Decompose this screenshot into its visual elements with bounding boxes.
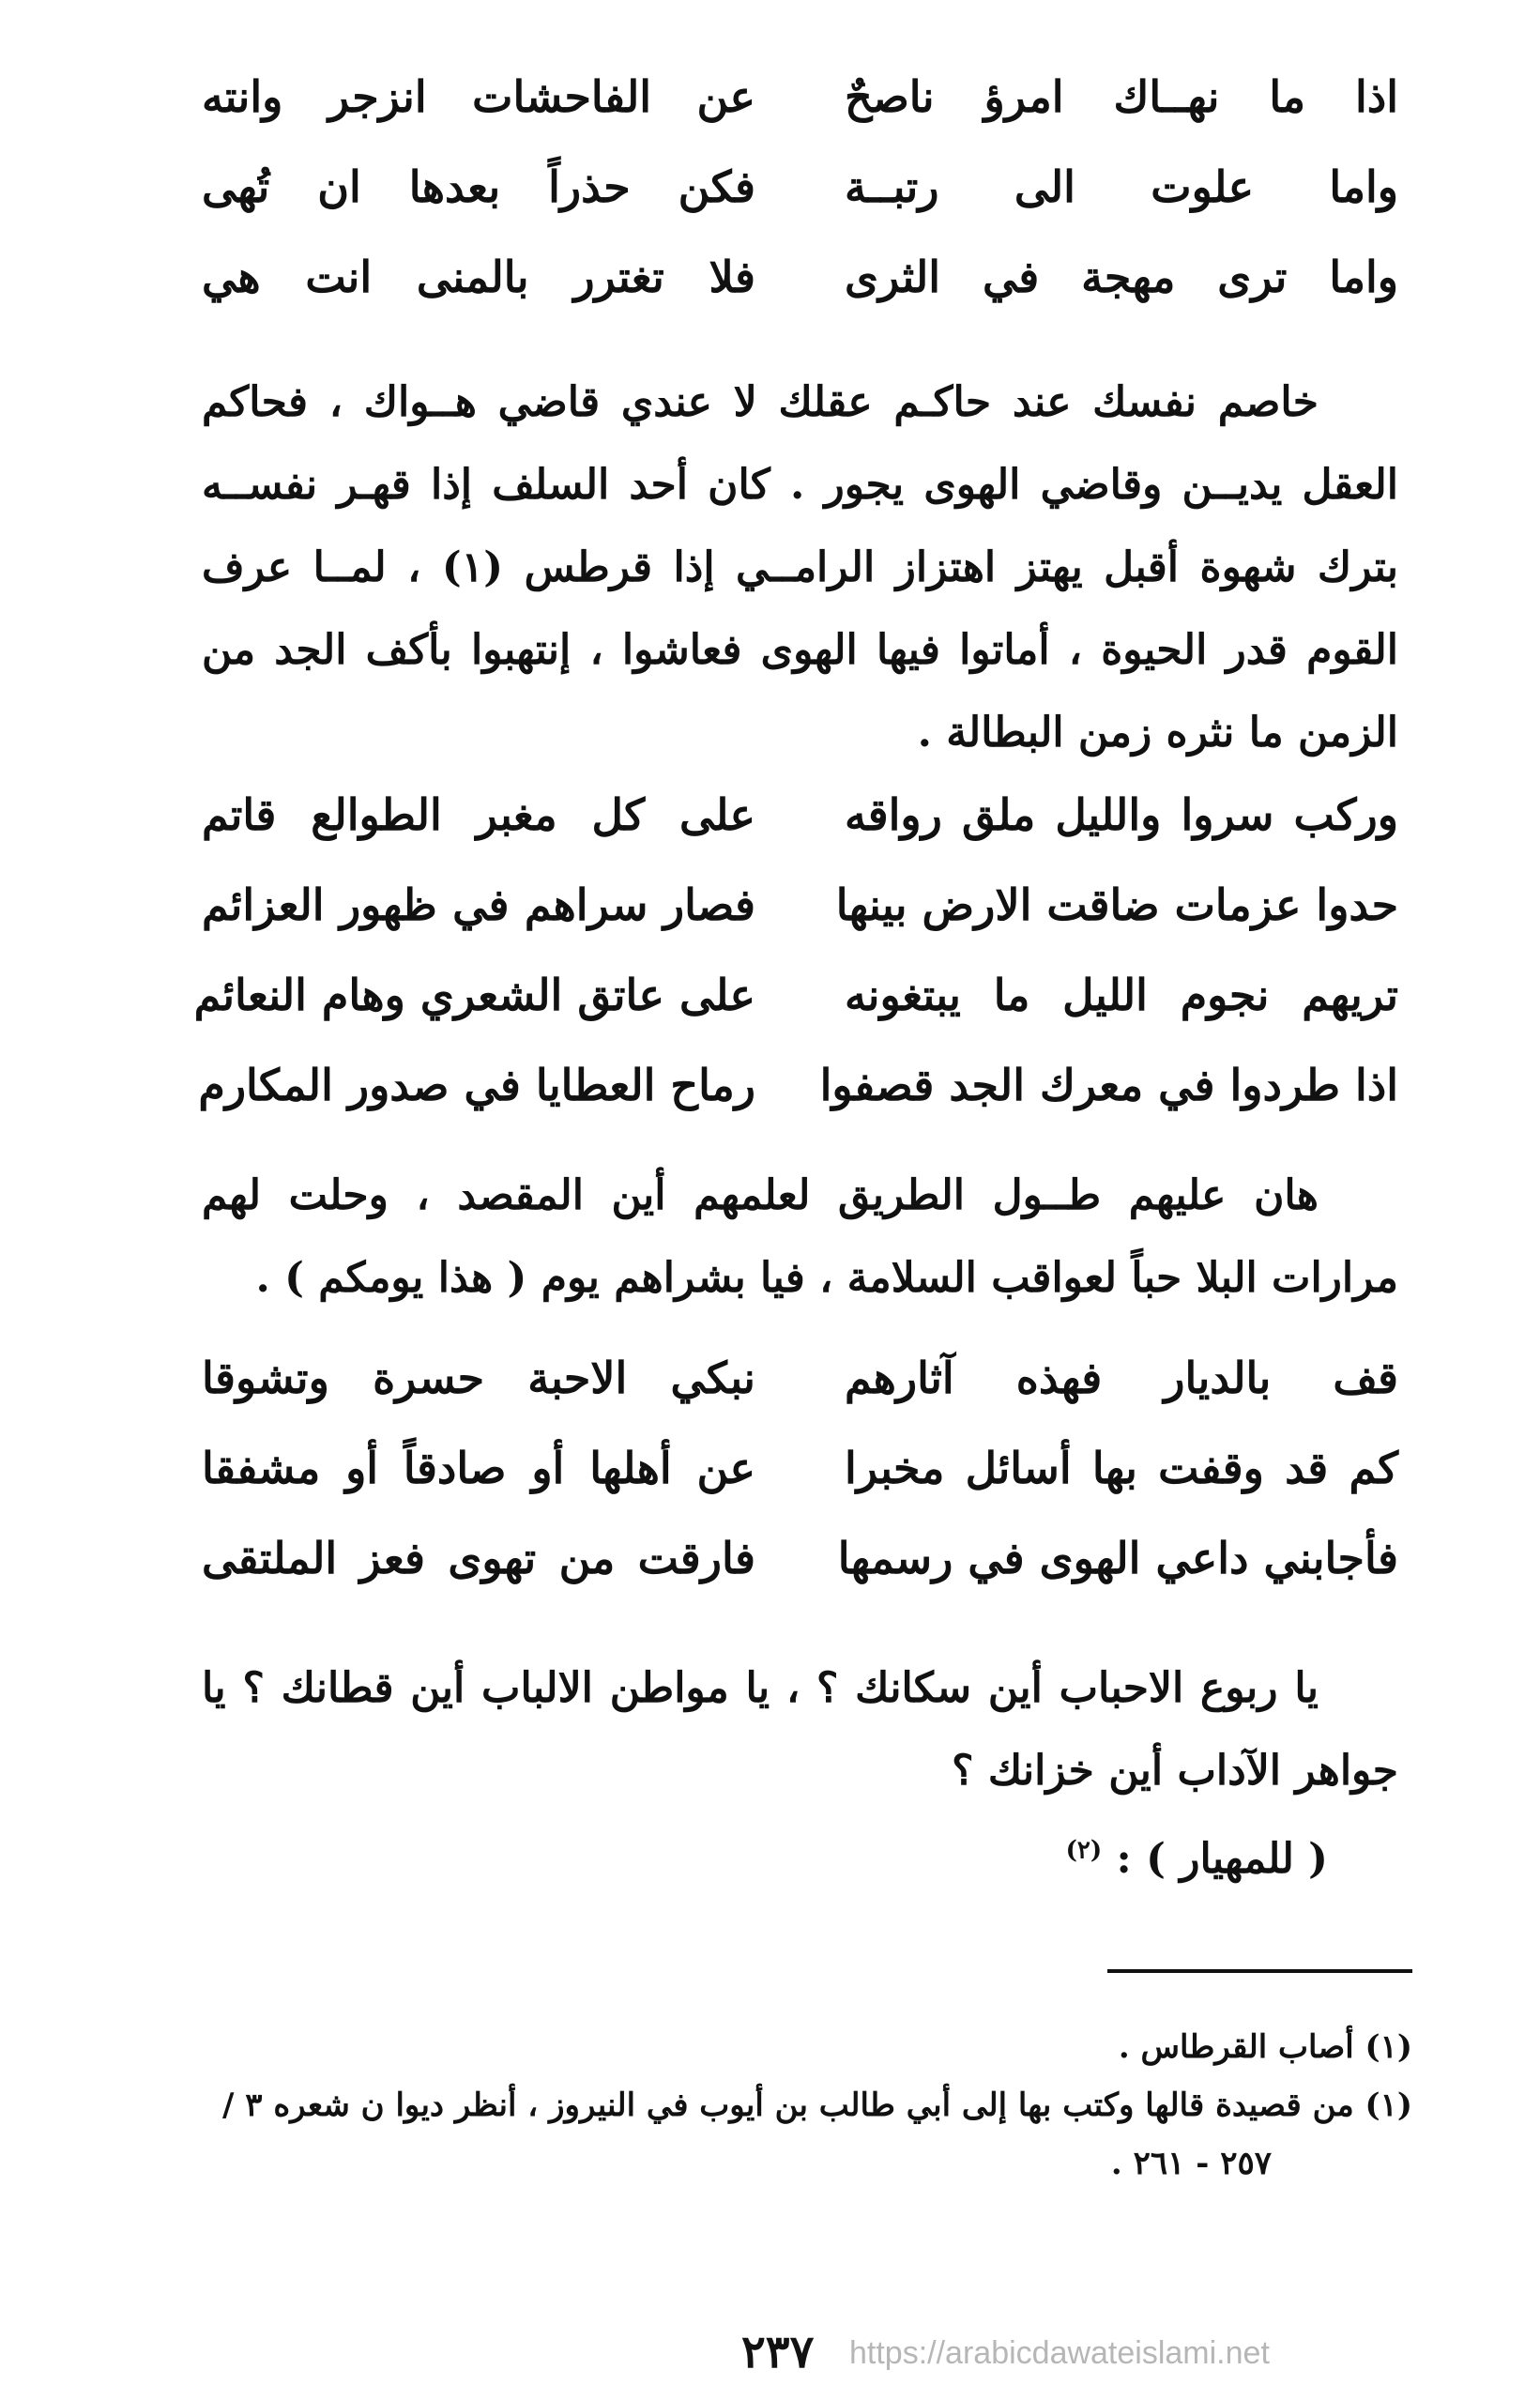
second-hemistich: عن أهلها أو صادقاً أو مشفقا: [202, 1443, 755, 1493]
poem-2: [193, 770, 1398, 1130]
second-hemistich: رماح العطايا في صدور المكارم: [198, 1060, 755, 1110]
first-hemistich: فأجابني داعي الهوى في رسمها: [837, 1533, 1398, 1583]
second-hemistich: فصار سراهم في ظهور العزائم: [202, 879, 755, 930]
paragraph-2: [202, 1154, 1398, 1320]
paragraph-3: [202, 1647, 1398, 1812]
footnote-2: (١) من قصيدة قالها وكتب بها إلى أبي طالب بن أيوب في النيروز ، أنظر ديوا ن شعره ٣ /: [221, 2087, 1412, 2124]
first-hemistich: تريهم نجوم الليل ما يبتغونه: [845, 970, 1398, 1020]
first-hemistich: واما ترى مهجة في الثرى: [845, 252, 1398, 302]
second-hemistich: فارقت من تهوى فعز الملتقى: [202, 1533, 755, 1583]
paragraph-text: خاصم نفسك عند حاكـم عقلك لا عندي قاضي هــواك ، فحاكم العقل يديــن وقاضي الهوى يجور . كان أحد السلف إذا قهـر نفســه بترك شهوة أقبل يهتز اهتزاز الرامــي إذا قرطس (١) ، لمــا عرف القوم قدر الحيوة ، أماتوا فيها الهوى فعاشوا ، إنتهبوا بأكف الجد من الزمن ما نثره زمن البطالة .: [202, 378, 1398, 757]
second-hemistich: فلا تغترر بالمنى انت هي: [202, 252, 755, 302]
verse-line: [202, 232, 1398, 322]
first-hemistich: اذا طردوا في معرك الجد قصفوا: [819, 1060, 1398, 1110]
attribution-text: ( للمهيار ) :: [1116, 1835, 1328, 1883]
verse-line: [202, 1423, 1398, 1513]
watermark-url: https://arabicdawateislami.net: [849, 2335, 1270, 2371]
poet-attribution: [202, 1835, 1328, 1883]
verse-line: [202, 142, 1398, 232]
verse-line: [193, 950, 1398, 1040]
footnote-2-continued: ٢٥٧ - ٢٦١ .: [1110, 2145, 1272, 2182]
poem-3: [202, 1333, 1398, 1603]
second-hemistich: عن الفاحشات انزجر وانته: [202, 71, 755, 122]
poem-1: [202, 52, 1398, 322]
first-hemistich: واما علوت الى رتبــة: [845, 161, 1398, 212]
footnote-1: (١) أصاب القرطاس .: [1118, 2028, 1412, 2066]
first-hemistich: حدوا عزمات ضاقت الارض بينها: [835, 879, 1398, 930]
page-number: ٢٣٧: [741, 2326, 815, 2378]
footnote-marker: (٢): [1065, 1836, 1103, 1865]
first-hemistich: وركب سروا والليل ملق رواقه: [845, 789, 1398, 840]
footnotes: [202, 2018, 1412, 2193]
second-hemistich: على كل مغبر الطوالع قاتم: [202, 789, 755, 840]
verse-line: [202, 770, 1398, 860]
verse-line: [202, 1333, 1398, 1423]
first-hemistich: كم قد وقفت بها أسائل مخبرا: [845, 1443, 1398, 1493]
second-hemistich: نبكي الاحبة حسرة وتشوقا: [202, 1353, 755, 1403]
verse-line: [202, 52, 1398, 142]
verse-line: [198, 1040, 1398, 1130]
second-hemistich: على عاتق الشعري وهام النعائم: [193, 970, 755, 1020]
verse-line: [202, 860, 1398, 950]
paragraph-text: هان عليهم طــول الطريق لعلمهم أين المقصد ، وحلت لهم مرارات البلا حباً لعواقب السلامة ، فيا بشراهم يوم ( هذا يومكم ) .: [202, 1171, 1398, 1302]
footnote-divider: [1107, 1969, 1412, 1973]
paragraph-1: [202, 361, 1398, 774]
first-hemistich: قف بالديار فهذه آثارهم: [845, 1353, 1398, 1403]
paragraph-text: يا ربوع الاحباب أين سكانك ؟ ، يا مواطن الالباب أين قطانك ؟ يا جواهر الآداب أين خزانك ؟: [202, 1664, 1398, 1795]
first-hemistich: اذا ما نهــاك امرؤ ناصحٌ: [845, 71, 1398, 122]
second-hemistich: فكن حذراً بعدها ان تُهى: [202, 161, 755, 212]
verse-line: [202, 1513, 1398, 1603]
